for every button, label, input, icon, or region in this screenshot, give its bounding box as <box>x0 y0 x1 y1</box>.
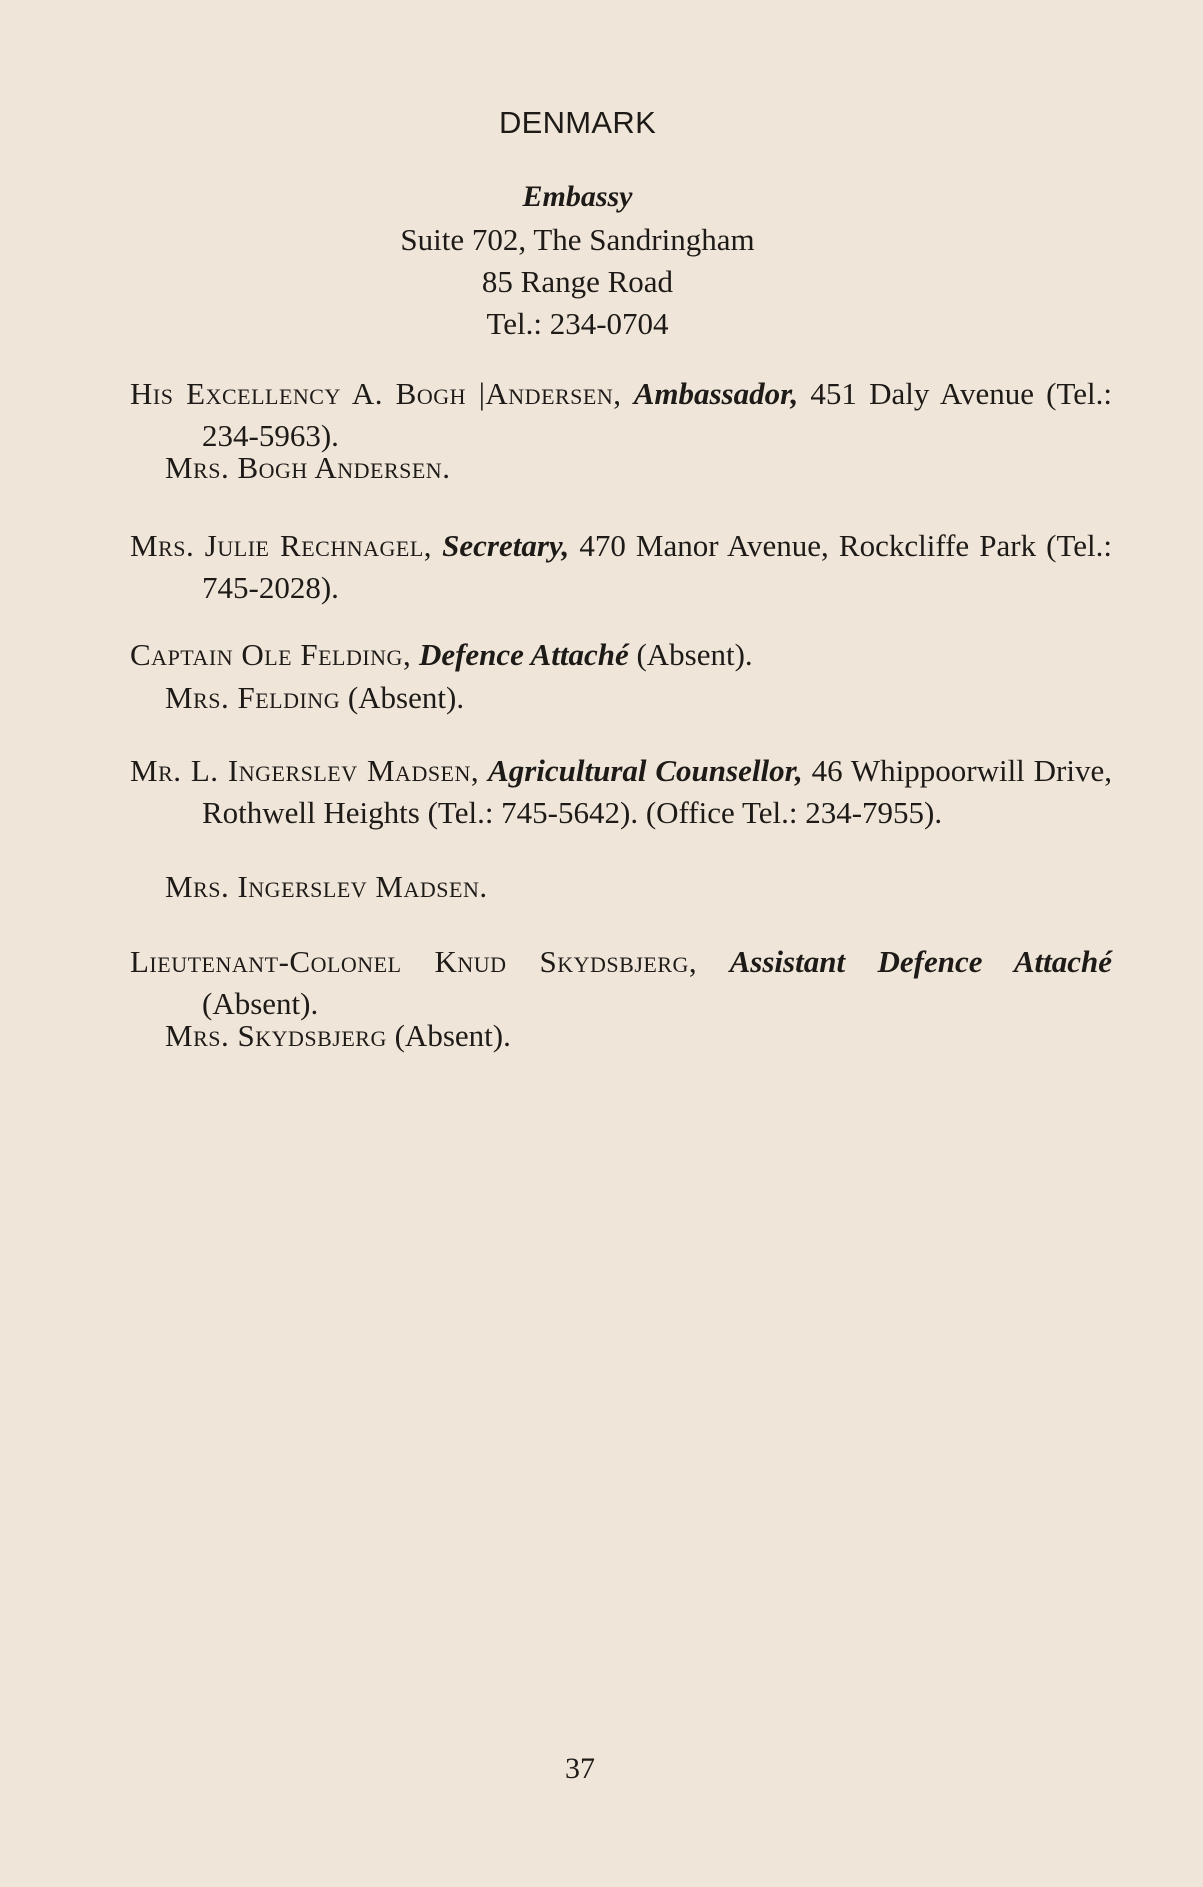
staff-entry <box>130 525 1112 609</box>
spouse-name: Mrs. Skydsbjerg <box>165 1018 387 1053</box>
entry-details: (Absent). <box>202 986 319 1021</box>
address-line-1: Suite 702, The Sandringham <box>400 222 755 257</box>
entry-name: Mr. L. Ingerslev Madsen, <box>130 753 480 788</box>
spouse-details: (Absent). <box>340 680 465 715</box>
staff-entry <box>130 373 1112 457</box>
address-line-2: 85 Range Road <box>481 264 674 299</box>
staff-entry <box>130 634 1112 676</box>
spouse-entry <box>165 1015 1045 1057</box>
address-line-3: Tel.: 234-0704 <box>486 306 669 341</box>
page-number: 37 <box>565 1752 595 1785</box>
entry-details: 46 Whippoorwill Drive, Rothwell Heights (Tel.: 745-5642). (Office Tel.: 234-7955). <box>202 753 1112 830</box>
entry-name: His Excellency A. Bogh |Andersen, <box>130 376 622 411</box>
entry-name: Captain Ole Felding, <box>130 637 412 672</box>
entry-title: Agricultural Counsellor, <box>488 753 803 788</box>
entry-name: Lieutenant-Colonel Knud Skydsbjerg, <box>130 944 698 979</box>
staff-entry <box>130 750 1112 834</box>
entry-title: Secretary, <box>442 528 570 563</box>
spouse-entry: Mrs. Bogh Andersen. <box>165 450 451 485</box>
spouse-name: Mrs. Felding <box>165 680 341 715</box>
entry-title: Defence Attaché <box>418 637 629 672</box>
spouse-entry: Mrs. Ingerslev Madsen. <box>165 869 488 904</box>
country-heading: DENMARK <box>498 105 657 140</box>
entry-name: Mrs. Julie Rechnagel, <box>130 528 433 563</box>
entry-title: Ambassador, <box>633 376 799 411</box>
entry-details: 451 Daly Avenue (Tel.: 234-5963). <box>202 376 1113 453</box>
spouse-entry <box>165 677 1045 719</box>
entry-details: 470 Manor Avenue, Rockcliffe Park (Tel.: 745-2028). <box>202 528 1112 605</box>
staff-entry <box>130 941 1112 1025</box>
spouse-details: (Absent). <box>386 1018 511 1053</box>
entry-details: (Absent). <box>628 637 753 672</box>
entry-title: Assistant Defence Attaché <box>729 944 1112 979</box>
section-subtitle: Embassy <box>522 180 633 213</box>
